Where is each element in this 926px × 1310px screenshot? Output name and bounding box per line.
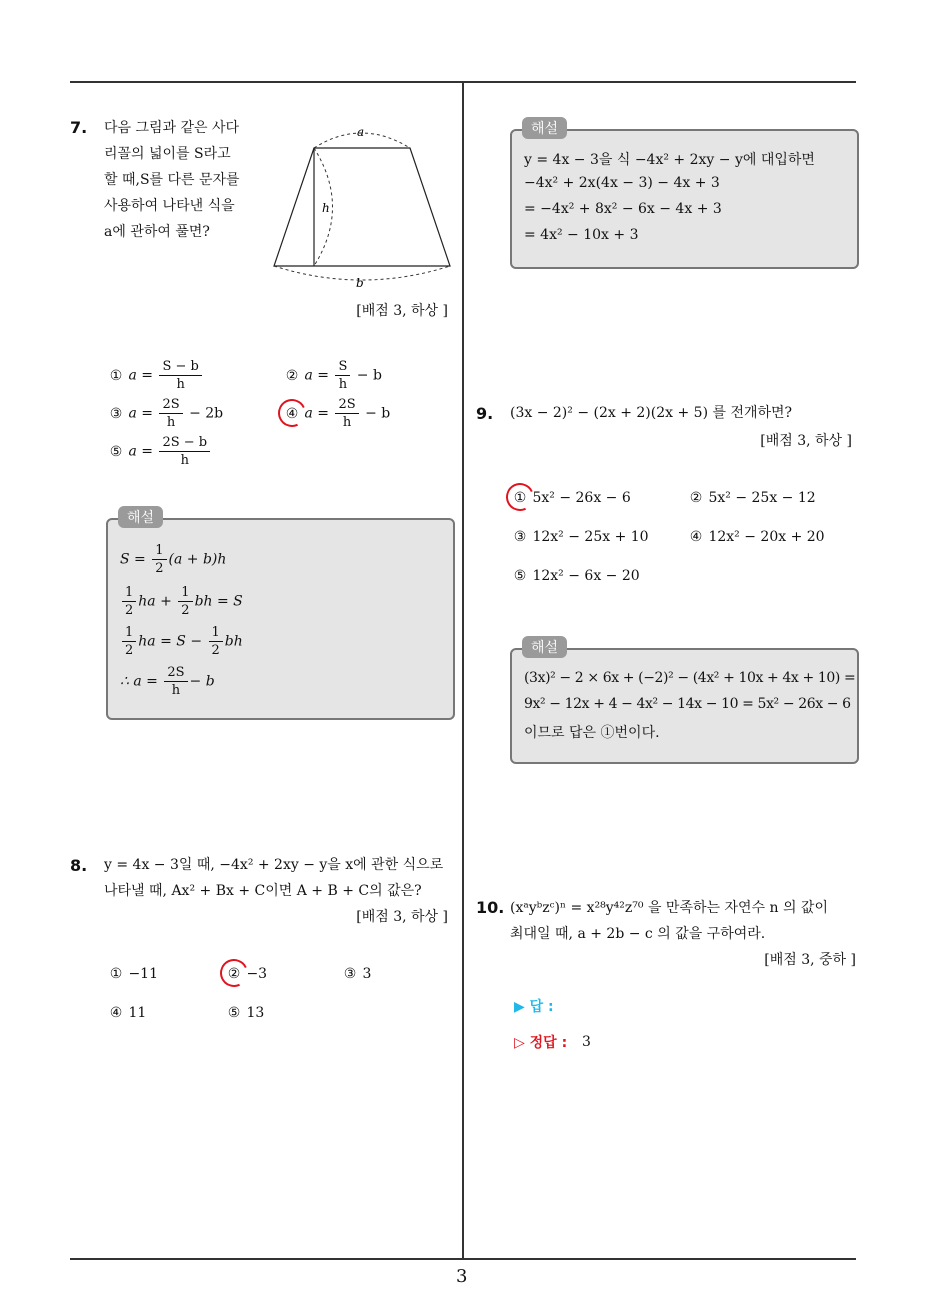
q10-correct-label: ▷ 정답 :: [514, 1035, 568, 1051]
q8-question: y = 4x − 3일 때, −4x² + 2xy − y을 x에 관한 식으로 나타낼 때, Ax² + Bx + C이면 A + B + C의 값은?: [104, 857, 444, 899]
q7-option-2[interactable]: ② a = $\frac{S}{h}$ − b: [285, 359, 382, 392]
q9-option-3[interactable]: ③ 12x² − 25x + 10: [513, 529, 649, 545]
figure-label-a: a: [357, 125, 365, 139]
q9-option-4[interactable]: ④ 12x² − 20x + 20: [689, 529, 825, 545]
q10-answer-label: ▶ 답 :: [514, 999, 554, 1015]
q10-correct-value: 3: [582, 1034, 591, 1050]
q9-option-5[interactable]: ⑤ 12x² − 6x − 20: [513, 568, 640, 584]
selected-mark: ④: [285, 405, 299, 422]
q8-option-2[interactable]: ② −3: [227, 966, 268, 982]
q8-explanation-tag: 해설: [522, 117, 567, 139]
q7-explanation-box: S = $\frac{1}{2}$ (a + b)h $\frac{1}{2}$ ha + $\frac{1}{2}$ bh = S $\frac{1}{2}$ ha = S − $\frac{1}{2}$ bh ∴ a = $\frac{2S}{h}$ − b: [106, 518, 455, 720]
selected-mark: ①: [513, 490, 527, 506]
column-divider: [462, 82, 464, 1258]
q9-explanation-tag: 해설: [522, 636, 567, 658]
q8-option-4[interactable]: ④ 11: [109, 1005, 147, 1021]
q7-option-5[interactable]: ⑤ a = $\frac{2S - b}{h}$: [108, 434, 212, 469]
q7-option-4[interactable]: ④ a = $\frac{2S}{h}$ − b: [285, 397, 391, 430]
q8-option-3[interactable]: ③ 3: [343, 966, 372, 982]
q8-number: 8.: [70, 856, 88, 875]
q10-score: [배점 3, 중하 ]: [764, 952, 856, 968]
q9-option-1[interactable]: ① 5x² − 26x − 6: [513, 490, 631, 506]
q7-option-3[interactable]: ③ a = $\frac{2S}{h}$ − 2b: [109, 397, 224, 430]
q9-explanation-box: (3x)² − 2 × 6x + (−2)² − (4x² + 10x + 4x + 10) = 9x² − 12x + 4 − 4x² − 14x − 10 = 5x² − 26x − 6 이므로 답은 ①번이다.: [510, 648, 859, 764]
selected-mark: ②: [227, 966, 241, 982]
q7-explanation-tag: 해설: [118, 506, 163, 528]
q10-number: 10.: [476, 898, 505, 917]
q9-question: (3x − 2)² − (2x + 2)(2x + 5) 를 전개하면?: [510, 405, 793, 421]
bottom-rule: [70, 1258, 856, 1260]
q8-option-5[interactable]: ⑤ 13: [227, 1005, 265, 1021]
q7-question: 다음 그림과 같은 사다 리꼴의 넓이를 S라고 할 때,S를 다른 문자를 사용하여 나타낸 식을 a에 관하여 풀면?: [104, 120, 240, 240]
page-number: 3: [456, 1266, 468, 1287]
q7-option-1[interactable]: ① a = $\frac{S - b}{h}$: [108, 358, 204, 393]
q10-question: (xᵃyᵇzᶜ)ⁿ = x²⁸y⁴²z⁷⁰ 을 만족하는 자연수 n 의 값이 최대일 때, a + 2b − c 의 값을 구하여라.: [510, 900, 828, 942]
q8-explanation-box: y = 4x − 3을 식 −4x² + 2xy − y에 대입하면 −4x² + 2x(4x − 3) − 4x + 3 = −4x² + 8x² − 6x − 4x + 3 = 4x² − 10x + 3: [510, 129, 859, 269]
q9-score: [배점 3, 하상 ]: [760, 433, 852, 449]
q8-score: [배점 3, 하상 ]: [356, 909, 448, 925]
q7-number: 7.: [70, 118, 88, 137]
q9-option-2[interactable]: ② 5x² − 25x − 12: [689, 490, 816, 506]
figure-label-b: b: [356, 276, 364, 290]
q7-score: [배점 3, 하상 ]: [356, 303, 448, 319]
trapezoid-figure: [266, 122, 456, 294]
q9-number: 9.: [476, 404, 494, 423]
q8-option-1[interactable]: ① −11: [109, 966, 158, 982]
figure-label-h: h: [322, 201, 330, 215]
